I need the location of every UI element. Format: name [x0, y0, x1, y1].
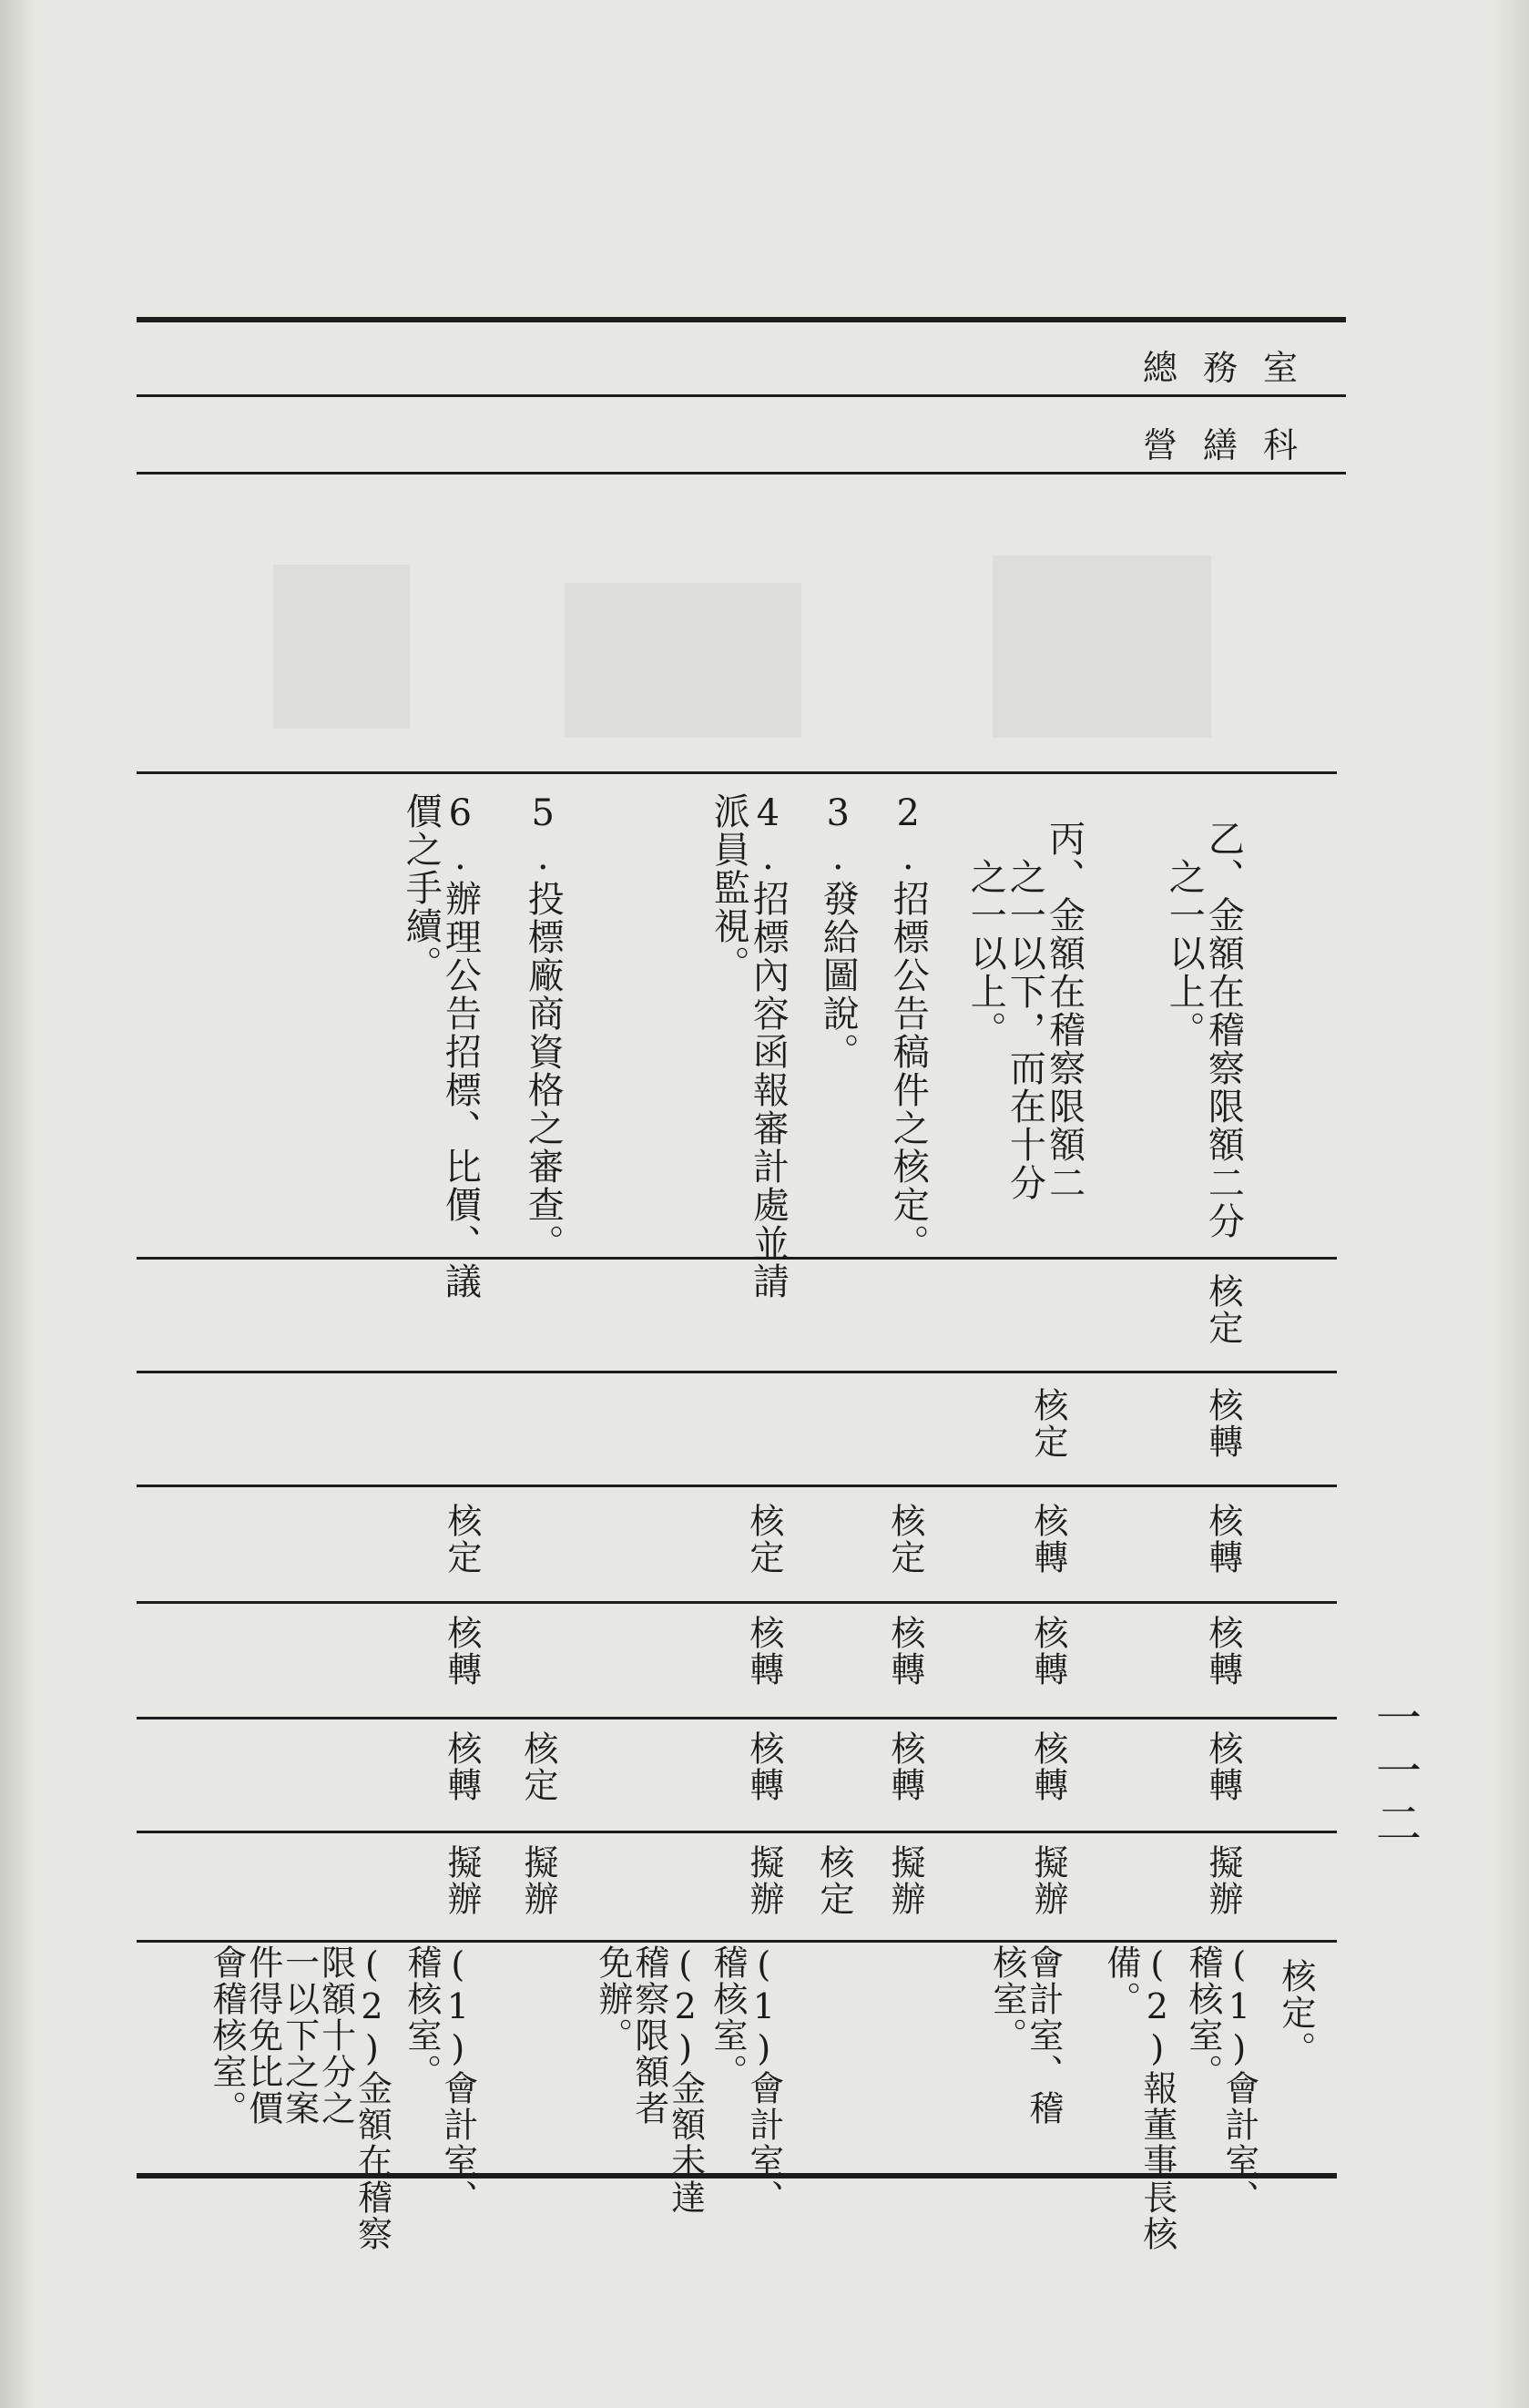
note-yi: 核定。 [1275, 1958, 1316, 2067]
note-bing-1: (1)會計室、 稽核室。 [1182, 1944, 1259, 2216]
cell-6-c3: 核定 [441, 1503, 482, 1576]
item-yi: 乙、金額在稽察限額二分 之一以上。 [1163, 820, 1245, 1240]
cell-bing-c4: 核轉 [1027, 1615, 1068, 1688]
cell-5-c6: 擬辦 [517, 1844, 558, 1917]
cell-yi-c2: 核轉 [1202, 1387, 1243, 1460]
cell-6-c5: 核轉 [441, 1730, 482, 1803]
cell-yi-c6: 擬辦 [1202, 1844, 1243, 1917]
bleed-through-mark [565, 583, 801, 738]
item-4: 4.招標內容函報審計處並請 派員監視。 [708, 792, 790, 1301]
cell-bing-c2: 核定 [1027, 1387, 1068, 1460]
cell-5-c5: 核定 [517, 1730, 558, 1803]
item-bing: 丙、金額在稽察限額二 之一以下，而在十分 之一以上。 [964, 820, 1086, 1202]
item-2: 2.招標公告稿件之核定。 [887, 792, 930, 1262]
cell-yi-c3: 核轉 [1202, 1503, 1243, 1576]
note-4-2: (2)金額未達 稽察限額者 免辦。 [592, 1944, 706, 2216]
item-5: 5.投標廠商資格之審查。 [522, 792, 565, 1262]
bleed-through-mark [273, 565, 410, 729]
rule-header-bottom [137, 472, 1346, 474]
note-6-2: (2)金額在稽察 限額十分之 一以下之案 件得免比價 會稽核室。 [206, 1944, 392, 2252]
note-4-1: (1)會計室、 稽核室。 [707, 1944, 784, 2216]
page-shadow-right [1493, 0, 1529, 2408]
cell-2-c4: 核轉 [884, 1615, 925, 1688]
cell-6-c6: 擬辦 [441, 1844, 482, 1917]
note-bing-3: 會計室、稽 核室。 [986, 1944, 1064, 2127]
rule-notes-top [137, 1940, 1337, 1943]
cell-yi-c1: 核定 [1202, 1273, 1243, 1346]
page-number: 一一二 [1369, 1694, 1422, 1852]
cell-4-c6: 擬辦 [743, 1844, 784, 1917]
rule-col3 [137, 1485, 1337, 1487]
cell-4-c5: 核轉 [743, 1730, 784, 1803]
rule-header-mid [137, 394, 1346, 397]
cell-3-c6: 核定 [813, 1844, 854, 1917]
cell-2-c3: 核定 [884, 1503, 925, 1576]
cell-bing-c6: 擬辦 [1027, 1844, 1068, 1917]
note-bing-2: (2)報董事長核 備。 [1100, 1944, 1177, 2252]
cell-bing-c3: 核轉 [1027, 1503, 1068, 1576]
header-row2: 營繕科 [1143, 425, 1324, 465]
rule-body-top [137, 771, 1337, 774]
rule-top [137, 317, 1346, 322]
cell-bing-c5: 核轉 [1027, 1730, 1068, 1803]
rule-col2 [137, 1371, 1337, 1373]
rule-col5 [137, 1717, 1337, 1719]
header-row1: 總務室 [1143, 348, 1324, 388]
cell-2-c5: 核轉 [884, 1730, 925, 1803]
rule-col4 [137, 1601, 1337, 1604]
page-shadow-left [0, 0, 36, 2408]
cell-yi-c4: 核轉 [1202, 1615, 1243, 1688]
cell-4-c4: 核轉 [743, 1615, 784, 1688]
bleed-through-mark [993, 556, 1211, 738]
item-3: 3.發給圖說。 [817, 792, 860, 1071]
cell-6-c4: 核轉 [441, 1615, 482, 1688]
cell-4-c3: 核定 [743, 1503, 784, 1576]
note-6-1: (1)會計室、 稽核室。 [401, 1944, 478, 2216]
cell-2-c6: 擬辦 [884, 1844, 925, 1917]
cell-yi-c5: 核轉 [1202, 1730, 1243, 1803]
rule-col6 [137, 1831, 1337, 1833]
item-6: 6.辦理公告招標、比價、議 價之手續。 [400, 792, 482, 1301]
